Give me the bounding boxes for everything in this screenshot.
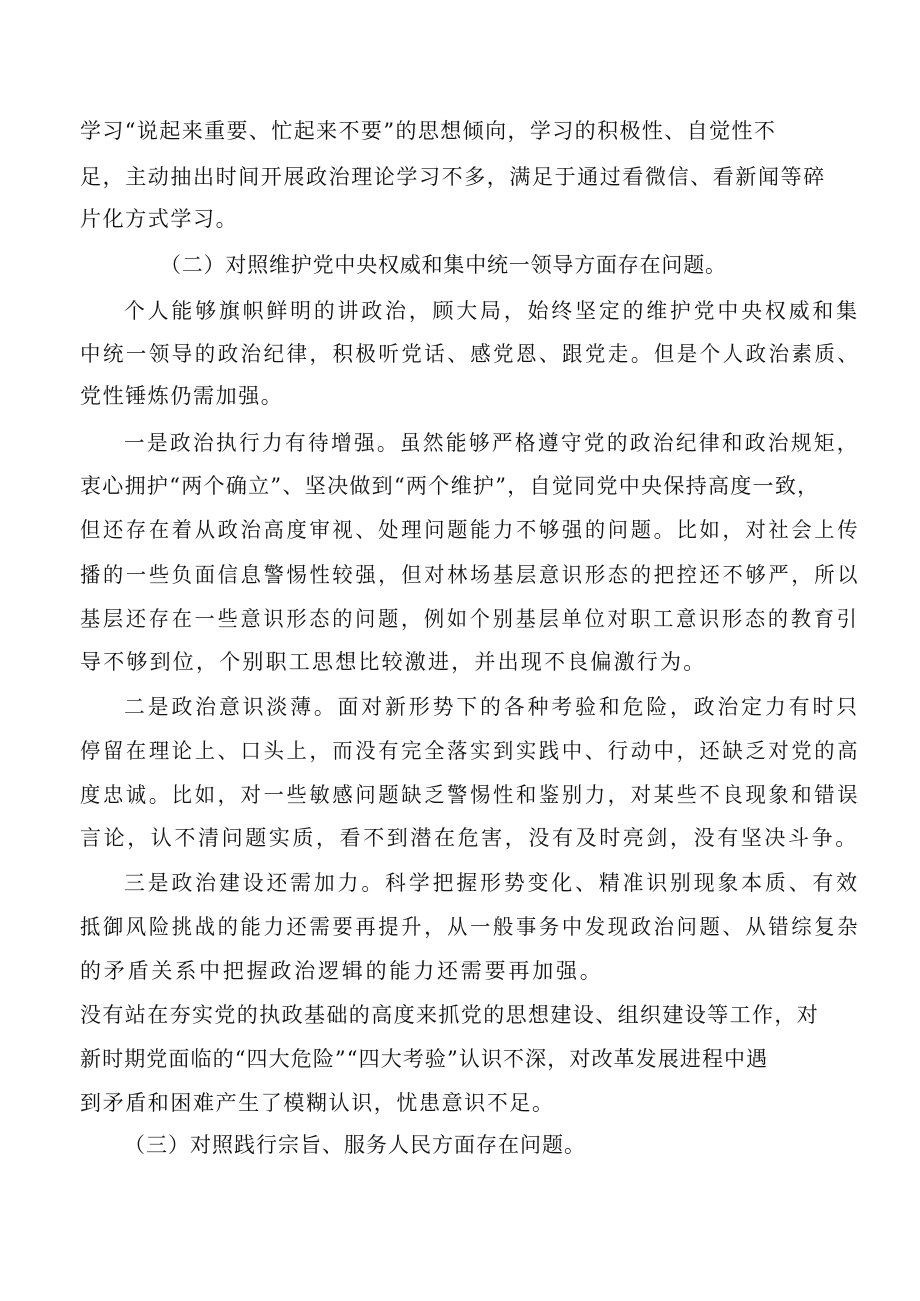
section-heading-2: （二）对照维护党中央权威和集中统一领导方面存在问题。: [160, 253, 727, 277]
text-line-12: 基层还存在一些意识形态的问题，例如个别基层单位对职工意识形态的教育引: [80, 607, 860, 631]
text-line-5: 个人能够旗帜鲜明的讲政治，顾大局，始终坚定的维护党中央权威和集: [124, 299, 860, 323]
section-heading-3: （三）对照践行宗旨、服务人民方面存在问题。: [124, 1133, 586, 1157]
text-line-2: 足，主动抽出时间开展政治理论学习不多，满足于通过看微信、看新闻等碎: [80, 165, 826, 189]
text-line-9: 衷心拥护“两个确立”、坚决做到“两个维护”，自觉同党中央保持高度一致，: [80, 474, 820, 498]
paragraph-two-start: 二是政治意识淡薄。面对新形势下的各种考验和危险，政治定力有时只: [124, 695, 860, 719]
text-line-10: 但还存在着从政治高度审视、处理问题能力不够强的问题。比如，对社会上传: [80, 518, 861, 542]
text-line-21: 没有站在夯实党的执政基础的高度来抓党的思想建设、组织建设等工作，对: [80, 1003, 820, 1027]
text-line-13: 导不够到位，个别职工思想比较激进，并出现不良偏激行为。: [80, 650, 707, 674]
text-line-23: 到矛盾和困难产生了模糊认识，忧患意识不足。: [80, 1091, 555, 1115]
text-line-16: 度忠诚。比如，对一些敏感问题缺乏警惕性和鉴别力，对某些不良现象和错误: [80, 783, 861, 807]
text-line-17: 言论，认不清问题实质，看不到潜在危害，没有及时亮剑，没有坚决斗争。: [80, 826, 859, 850]
text-line-15: 停留在理论上、口头上，而没有完全落实到实践中、行动中，还缺乏对党的高: [80, 739, 861, 763]
text-line-11: 播的一些负面信息警惕性较强，但对林场基层意识形态的把控还不够严，所以: [80, 563, 861, 587]
text-line-19: 抵御风险挑战的能力还需要再提升，从一般事务中发现政治问题、从错综复杂: [80, 915, 861, 939]
text-line-7: 党性锤炼仍需加强。: [80, 384, 284, 408]
paragraph-one-start: 一是政治执行力有待增强。虽然能够严格遵守党的政治纪律和政治规矩，: [124, 431, 860, 455]
text-line-22: 新时期党面临的“四大危险”“四大考验”认识不深，对改革发展进程中遇: [80, 1047, 769, 1071]
text-line-20: 的矛盾关系中把握政治逻辑的能力还需要再加强。: [80, 959, 604, 983]
text-line-1: 学习“说起来重要、忙起来不要”的思想倾向，学习的积极性、自觉性不: [80, 119, 777, 143]
text-line-6: 中统一领导的政治纪律，积极听党话、感党恩、跟党走。但是个人政治素质、: [80, 342, 861, 366]
text-line-3: 片化方式学习。: [80, 207, 239, 231]
paragraph-three-start: 三是政治建设还需加力。科学把握形势变化、精准识别现象本质、有效: [124, 871, 860, 895]
